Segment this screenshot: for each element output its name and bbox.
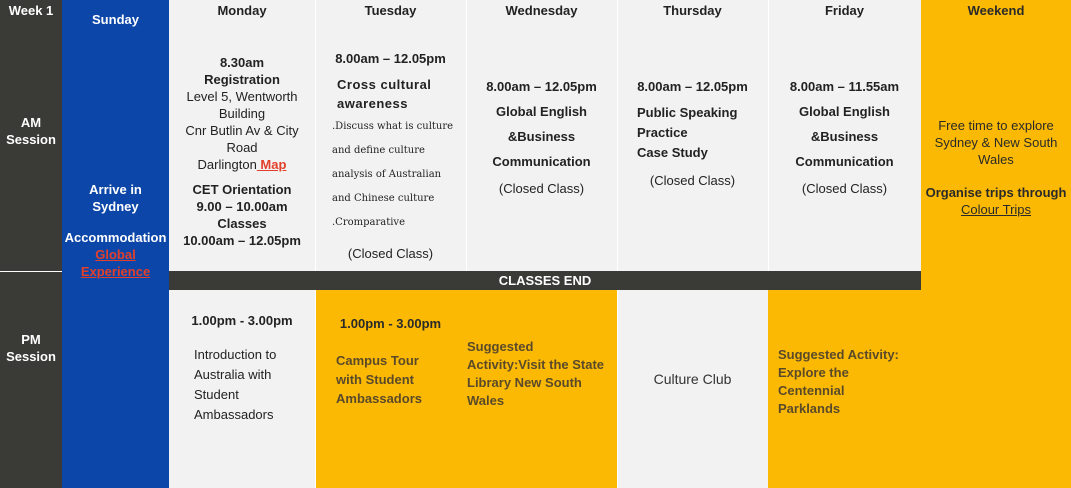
friday-pm-text: Suggested Activity: Explore the Centennial Parklands [778, 347, 899, 416]
tuesday-am-detail: .Discuss what is culture [332, 121, 454, 132]
weekend-trips: Organise trips through [925, 185, 1067, 200]
map-link[interactable]: Map [256, 157, 287, 172]
colour-trips-link[interactable]: Colour Trips [960, 202, 1032, 217]
thursday-am-status: (Closed Class) [649, 173, 736, 188]
tuesday-am-detail: analysis of Australian [332, 169, 442, 180]
thursday-pm-cell [617, 290, 768, 488]
pm-session-label: PM Session [6, 332, 56, 364]
column-divider [315, 290, 316, 488]
thursday-pm-text: Culture Club [653, 371, 732, 387]
day-header-tuesday: Tuesday [364, 3, 417, 18]
am-session-label: AM Session [6, 115, 56, 147]
thursday-am-title: Public Speaking Practice Case Study [637, 105, 738, 160]
tuesday-am-time: 8.00am – 12.05pm [335, 51, 446, 66]
monday-am-orientation: CET Orientation 9.00 – 10.00am Classes 10.00am – 12.05pm [183, 182, 301, 248]
friday-am-cell [768, 38, 921, 271]
wednesday-am-status: (Closed Class) [498, 181, 585, 196]
tuesday-pm-time: 1.00pm - 3.00pm [339, 316, 442, 331]
tuesday-am-status: (Closed Class) [347, 246, 434, 261]
thursday-am-cell [617, 38, 768, 271]
monday-am-suburb: Darlington [197, 157, 257, 172]
monday-am-address: Level 5, Wentworth Building Cnr Butlin Av & City Road [185, 89, 299, 155]
tuesday-pm-cell [315, 290, 466, 488]
friday-am-title: Global English &Business Communication [795, 104, 894, 169]
weekend-column [921, 0, 1071, 488]
monday-am-time: 8.30am [219, 55, 265, 70]
thursday-am-time: 8.00am – 12.05pm [637, 79, 748, 94]
sunday-column [62, 0, 169, 488]
day-header-sunday: Sunday [92, 12, 139, 27]
day-header-friday: Friday [824, 3, 864, 18]
week-label-cell [0, 0, 62, 271]
day-header-monday: Monday [217, 3, 267, 18]
day-header-weekend: Weekend [967, 3, 1025, 18]
day-header-wednesday: Wednesday [505, 3, 578, 18]
week-label: Week 1 [8, 3, 54, 18]
pm-session-cell [0, 272, 62, 488]
column-divider [617, 290, 618, 488]
monday-pm-text: Introduction to Australia with Student Ambassadors [194, 347, 277, 422]
tuesday-am-title: Cross cultural awareness [337, 77, 432, 111]
friday-pm-cell [768, 290, 921, 488]
monday-am-suburb-line [169, 156, 315, 173]
sunday-arrive: Arrive in Sydney [89, 182, 142, 214]
tuesday-pm-text: Campus Tour with Student Ambassadors [336, 353, 422, 406]
column-divider [768, 0, 769, 271]
monday-am-cell [169, 38, 315, 271]
tuesday-am-detail: and define culture [332, 145, 425, 156]
monday-pm-time: 1.00pm - 3.00pm [191, 313, 293, 328]
column-divider [617, 0, 618, 271]
column-divider [466, 0, 467, 271]
tuesday-am-cell [315, 38, 466, 271]
wednesday-pm-cell [466, 290, 617, 488]
global-experience-link[interactable]: Global Experience [80, 247, 151, 279]
friday-am-time: 8.00am – 11.55am [789, 79, 900, 94]
weekend-free-time: Free time to explore Sydney & New South Wales [934, 118, 1058, 167]
sunday-accommodation: Accommodation [64, 230, 167, 245]
day-header-thursday: Thursday [663, 3, 722, 18]
tuesday-am-details [332, 115, 466, 235]
column-divider [315, 0, 316, 271]
wednesday-am-time: 8.00am – 12.05pm [486, 79, 597, 94]
monday-pm-cell [169, 290, 315, 488]
classes-end-bar: CLASSES END [169, 271, 921, 290]
wednesday-am-cell [466, 38, 617, 271]
wednesday-pm-text: Suggested Activity:Visit the State Library New South Wales [467, 339, 605, 408]
wednesday-am-title: Global English &Business Communication [492, 104, 591, 169]
tuesday-am-detail: .Cromparative [332, 217, 406, 228]
monday-am-registration: Registration [204, 72, 280, 87]
friday-am-status: (Closed Class) [801, 181, 888, 196]
tuesday-am-detail: and Chinese culture [332, 193, 435, 204]
